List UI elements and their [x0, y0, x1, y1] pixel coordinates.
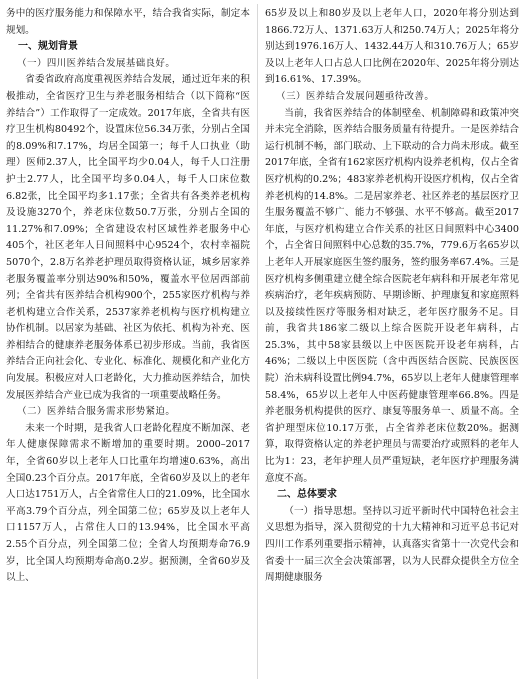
paragraph-demand: 未来一个时期，是我省人口老龄化程度不断加深、老年人健康保障需求不断增加的重要时期。2000–2017年，全省60岁以上老年人口比重年均增速0.63%，高出全国0.23个百分点。2017年底，全省60岁及以上的老年人口达1751万人，占全省常住人口的21.09%，比全国水平高3.79个百分点，列全国第二位；65岁及以上老年人口1157万人，占常住人口的13.94%，比全国水平高2.55个百分点，列全国第二位；全省人均预期寿命76.9岁，比全国人均预期寿命高0.2岁。据预测，全省60岁及以上、: [6, 422, 250, 584]
column-divider: [257, 4, 258, 679]
paragraph-demand-continued: 65岁及以上和80岁及以上老年人口，2020年将分别达到1866.72万人、1371.63万人和250.74万人；2025年将分别达到1976.16万人、1432.44万人和310.76万人；65岁及以上老年人口占总人口比例在2020年、2025年将分别达到16.61%、17.39%。: [265, 8, 519, 86]
paragraph-problems: 当前，我省医养结合的体制壁垒、机制障碍和政策冲突并未完全消除，医养结合服务质量有待提升。一是医养结合运行机制不畅，部门联动、上下联动的合力尚未形成。截至2017年底，全省有162家医疗机构内设养老机构，仅占全省医疗机构的0.2%；483家养老机构开设医疗机构，仅占全省养老机构的14.8%。二是居家养老、社区养老的基层医疗卫生服务覆盖不够广、能力不够强、水平不够高。截至2017年底，与医疗机构建立合作关系的社区日间照料中心3400个，占全省日间照料中心总数的35.7%，779.6万名65岁以上老年人开展家庭医生签约服务，签约服务率67.4%。三是医疗机构多侧重建立健全综合医院老年病科和开展老年常见疾病治疗，老年疾病预防、早期诊断、护理康复和家庭照料以及接续性医疗等服务相对缺乏，老年医疗服务不足。目前，我省共186家二级以上综合医院开设老年病科，占25.3%，其中58家县级以上中医医院开设老年病科，占46%；二级以上中医医院（含中西医结合医院、民族医医院）治未病科设置比例94.7%，65岁以上老年人健康管理率58.4%，65岁以上老年人中医药健康管理率66.8%。四是养老服务机构提供的医疗、康复等服务单一、质量不高。全省护理型床位10.17万张，占全省养老床位数20%。据测算，取得资格认定的养老护理员与需要治疗或照料的老年人比为1：23，老年护理人员严重短缺，老年医疗护理服务满意度不高。: [265, 107, 519, 484]
paragraph-intro-end: 务中的医疗服务能力和保障水平，结合我省实际，制定本规划。: [6, 8, 250, 36]
subheading-demand: （二）医养结合服务需求形势紧迫。: [17, 406, 176, 418]
right-column: [265, 6, 519, 587]
paragraph-foundation: 省委省政府高度重视医养结合发展，通过近年来的积极推动，全省医疗卫生与养老服务相结合（以下简称“医养结合”）工作取得了一定成效。2017年底，全省共有医疗卫生机构80492个，设置床位56.34万张，分别占全国的8.09%和7.17%，均居全国第一；每千人口执业（助理）医师2.37人，比全国平均少0.04人，每千人口注册护士2.77人，比全国平均多0.04人，每千人口床位数6.82张，比全国平均多1.17张；全省共有各类养老机构及设施3270个，养老床位数50.7万张，分别占全国的11.27%和7.09%；全省建设农村区域性养老服务中心405个，社区老年人日间照料中心9524个，农村幸福院5070个，2.8万名养老护理员取得资格认证，城乡居家养老服务覆盖率分别达90%和50%，覆盖水平位居西部前列；全省共有医养结合机构900个，255家医疗机构与养老机构建立合作关系，2537家养老机构与医疗机构建立协作机制。以居家为基础、社区为依托、机构为补充、医养相结合的健康养老服务体系已初步形成。当前，我省医养结合正向社会化、专业化、标准化、规模化和产业化方向发展。积极应对人口老龄化，大力推动医养结合，加快发展医养结合产业已成为我省的一项重要战略任务。: [6, 74, 250, 401]
subheading-foundation: （一）四川医养结合发展基础良好。: [17, 57, 176, 69]
left-column: [6, 6, 250, 587]
section-heading-requirements: 二、总体要求: [277, 489, 337, 501]
section-heading-background: 一、规划背景: [18, 41, 78, 53]
paragraph-guiding-ideology: （一）指导思想。坚持以习近平新时代中国特色社会主义思想为指导，深入贯彻党的十九大精神和习近平总书记对四川工作系列重要指示精神，认真落实省第十一次党代会和省委十一届三次全会决策部署，以为人民群众提供全方位全周期健康服务: [265, 505, 519, 584]
subheading-problems: （三）医养结合发展问题亟待改善。: [276, 90, 435, 102]
